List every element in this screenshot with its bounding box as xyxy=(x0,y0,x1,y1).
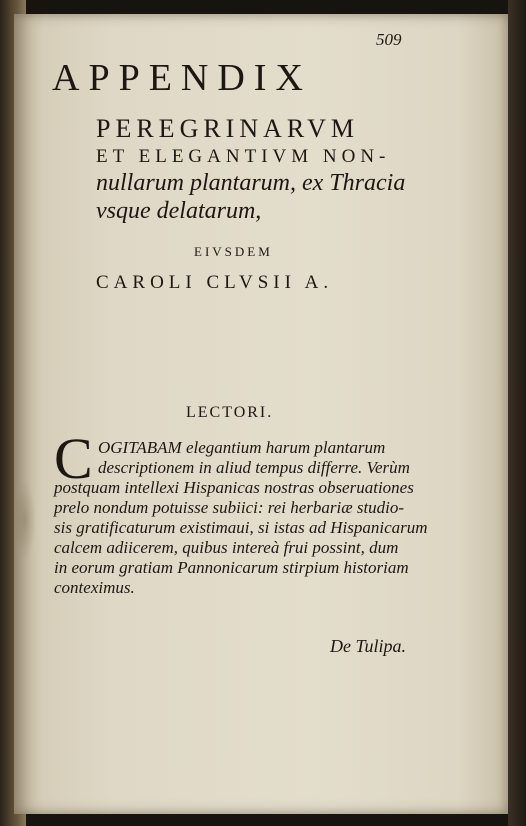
body-line-8: conteximus. xyxy=(54,578,135,597)
page-title: APPENDIX xyxy=(52,57,312,99)
subtitle-line-3: nullarum plantarum, ex Thracia xyxy=(96,170,406,196)
author-name: CAROLI CLVSII A. xyxy=(96,272,334,293)
subtitle-line-2: ET ELEGANTIVM NON- xyxy=(96,146,391,167)
body-line-4: prelo nondum potuisse subiici: rei herbariæ studio- xyxy=(54,498,405,517)
eiusdem-label: EIVSDEM xyxy=(194,244,273,259)
subtitle-line-4: vsque delatarum, xyxy=(96,198,262,224)
paper-stain xyxy=(14,480,36,560)
page-edge-shadow xyxy=(508,0,526,826)
drop-cap-initial: C xyxy=(54,426,93,491)
section-heading-lectori: LECTORI. xyxy=(186,404,274,421)
body-line-2: descriptionem in aliud tempus differre. Verùm xyxy=(98,458,410,477)
page-number: 509 xyxy=(376,30,402,49)
catchword: De Tulipa. xyxy=(330,636,407,656)
body-line-3: postquam intellexi Hispanicas nostras obseruationes xyxy=(54,478,414,497)
body-line-6: calcem adiicerem, quibus intereà frui possint, dum xyxy=(54,538,399,557)
body-line-5: sis gratificaturum existimaui, si istas ad Hispanicarum xyxy=(54,518,428,537)
body-line-1: OGITABAM elegantium harum plantarum xyxy=(98,438,386,457)
subtitle-line-1: PEREGRINARVM xyxy=(96,114,360,143)
body-line-7: in eorum gratiam Pannonicarum stirpium historiam xyxy=(54,558,409,577)
